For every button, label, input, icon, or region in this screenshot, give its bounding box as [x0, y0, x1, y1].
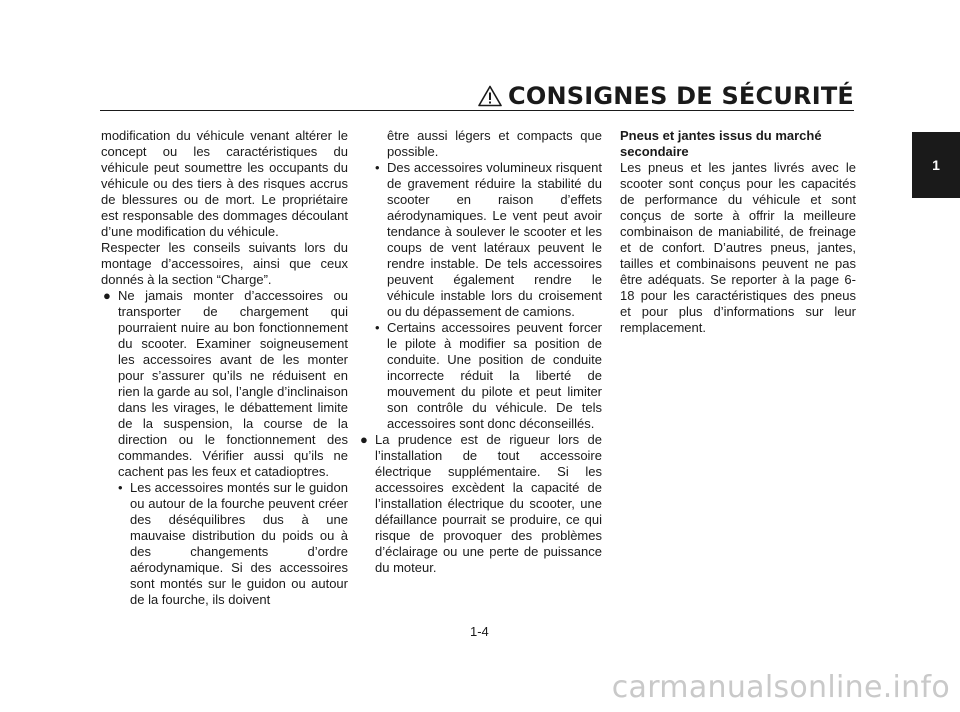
sub-item-text: Des accessoires volumineux risquent de gravement réduire la stabilité du scooter en raison d’effets aérodynamiques. Le vent peut avoir tendance à soulever le scooter et les coups de vent latéraux peuvent le rendre instable. De tels accessoires peuvent également rendre le véhicule instable lors du croisement ou du dépassement de camions.	[387, 160, 602, 319]
bullet-icon: •	[375, 160, 380, 175]
column-1	[101, 128, 348, 608]
paragraph: modification du véhicule venant altérer le concept ou les caractéristiques du véhicule peut soumettre les occupants du véhicule ou des tiers à des risques accrus de blessures ou de mort. Le propriétaire est responsable des dommages découlant d’une modification du véhicule.	[101, 128, 348, 239]
warning-triangle-icon	[478, 85, 502, 107]
page-title: CONSIGNES DE SÉCURITÉ	[508, 82, 854, 110]
sub-list-item	[375, 320, 602, 432]
bullet-dot-icon: ●	[103, 288, 111, 303]
bullet-icon: •	[375, 320, 380, 335]
column-3	[620, 128, 856, 336]
dot-list-item	[101, 288, 348, 480]
bullet-icon: •	[118, 480, 123, 495]
watermark: carmanualsonline.info	[611, 670, 950, 705]
paragraph: Les pneus et les jantes livrés avec le scooter sont conçus pour les capacités de performance du véhicule et sont conçus de sorte à offrir la meilleure combinaison de maniabilité, de freinage et de confort. D’autres pneus, jantes, tailles et combinaisons peuvent ne pas être adéquats. Se reporter à la page 6-18 pour les caractéristiques des pneus et pour plus d’informations sur leur remplacement.	[620, 160, 856, 335]
sub-item-text: Les accessoires montés sur le guidon ou autour de la fourche peuvent créer des déséquilibres dus à une mauvaise distribution du poids ou à des changements d’ordre aérodynamique. Si des accessoires sont montés sur le guidon ou autour de la fourche, ils doivent	[130, 480, 348, 607]
chapter-tab-label: 1	[932, 157, 940, 173]
page-number: 1-4	[470, 624, 489, 639]
dot-item-text: La prudence est de rigueur lors de l’installation de tout accessoire électrique supplémentaire. Si les accessoires excèdent la capacité de l’installation électrique du scooter, une défaillance pourrait se produire, ce qui risque de provoquer des problèmes d’éclairage ou une perte de puissance du moteur.	[375, 432, 602, 575]
dot-list-item	[358, 432, 602, 576]
section-header	[478, 82, 854, 110]
dot-item-text: Ne jamais monter d’accessoires ou transporter de chargement qui pourraient nuire au bon fonctionnement du scooter. Examiner soigneusement les accessoires avant de les monter pour s’assurer qu’ils ne réduisent en rien la garde au sol, l’angle d’inclinaison dans les virages, le débattement limite de la suspension, la course de la direction ou le fonctionnement des commandes. Vérifier aussi qu’ils ne cachent pas les feux et catadioptres.	[118, 288, 348, 479]
header-rule	[100, 110, 854, 111]
paragraph: Respecter les conseils suivants lors du montage d’accessoires, ainsi que ceux donnés à la section “Charge”.	[101, 240, 348, 287]
section-heading: Pneus et jantes issus du marché secondaire	[620, 128, 822, 159]
sub-list-item	[118, 480, 348, 608]
continuation-text: être aussi légers et compacts que possible.	[387, 128, 602, 159]
column-2	[358, 128, 602, 576]
sub-list-item	[375, 160, 602, 320]
chapter-tab	[912, 132, 960, 198]
bullet-dot-icon: ●	[360, 432, 368, 447]
sub-item-text: Certains accessoires peuvent forcer le pilote à modifier sa position de conduite. Une position de conduite incorrecte réduit la liberté de mouvement du pilote et peut limiter son contrôle du véhicule. De tels accessoires sont donc déconseillés.	[387, 320, 602, 431]
